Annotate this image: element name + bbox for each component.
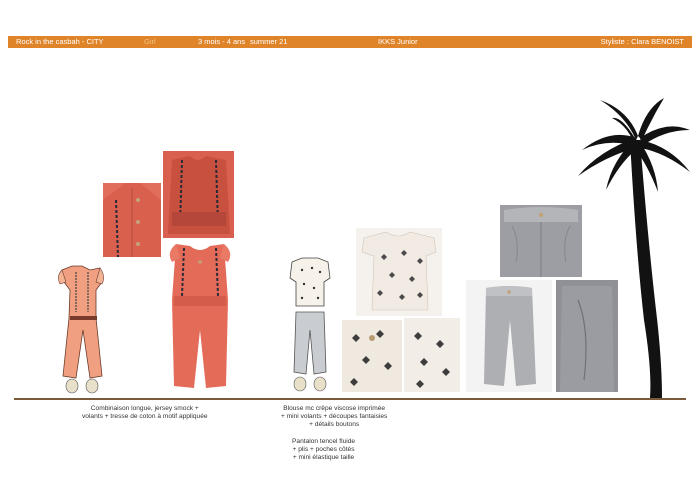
stylist: Styliste : Clara BENOIST <box>600 37 684 46</box>
season: summer 21 <box>250 37 288 46</box>
blouse-caption-line: Blouse mc crêpe viscose imprimée <box>283 405 386 412</box>
blouse-caption-line: + mini volants + découpes fantaisies <box>281 413 388 420</box>
pants-pocket-photo <box>556 280 618 392</box>
pants-caption-line: + plis + poches côtés <box>292 446 355 453</box>
blouse-caption-line: + détails boutons <box>309 421 360 428</box>
jumpsuit-sketch <box>58 266 103 393</box>
collection-title: Rock in the casbah - CITY <box>16 37 104 46</box>
jumpsuit-photo <box>163 238 237 392</box>
jumpsuit-detail-photo-left <box>103 183 161 257</box>
pants-caption-line: + mini élastique taille <box>292 454 355 461</box>
blouse-detail-photo-left <box>342 320 402 392</box>
pants-detail-photo <box>500 205 582 277</box>
blouse-caption <box>281 405 387 429</box>
blouse-detail-photo-right <box>404 318 460 392</box>
outfit-sketch <box>290 258 330 391</box>
jumpsuit-top-photo <box>163 151 234 238</box>
pants-caption <box>292 438 355 462</box>
pants-photo <box>466 280 552 392</box>
jumpsuit-caption <box>82 405 208 421</box>
jumpsuit-caption-line: volants + tresse de coton à motif appliquée <box>82 413 208 420</box>
ground-line <box>14 398 686 400</box>
pants-caption-line: Pantalon tencel fluide <box>292 438 356 445</box>
blouse-photo <box>356 228 442 316</box>
brand: IKKS Junior <box>378 37 418 46</box>
jumpsuit-caption-line: Combinaison longue, jersey smock + <box>90 405 199 412</box>
age-range: 3 mois - 4 ans <box>198 37 246 46</box>
faded-label: Girl <box>144 37 156 46</box>
